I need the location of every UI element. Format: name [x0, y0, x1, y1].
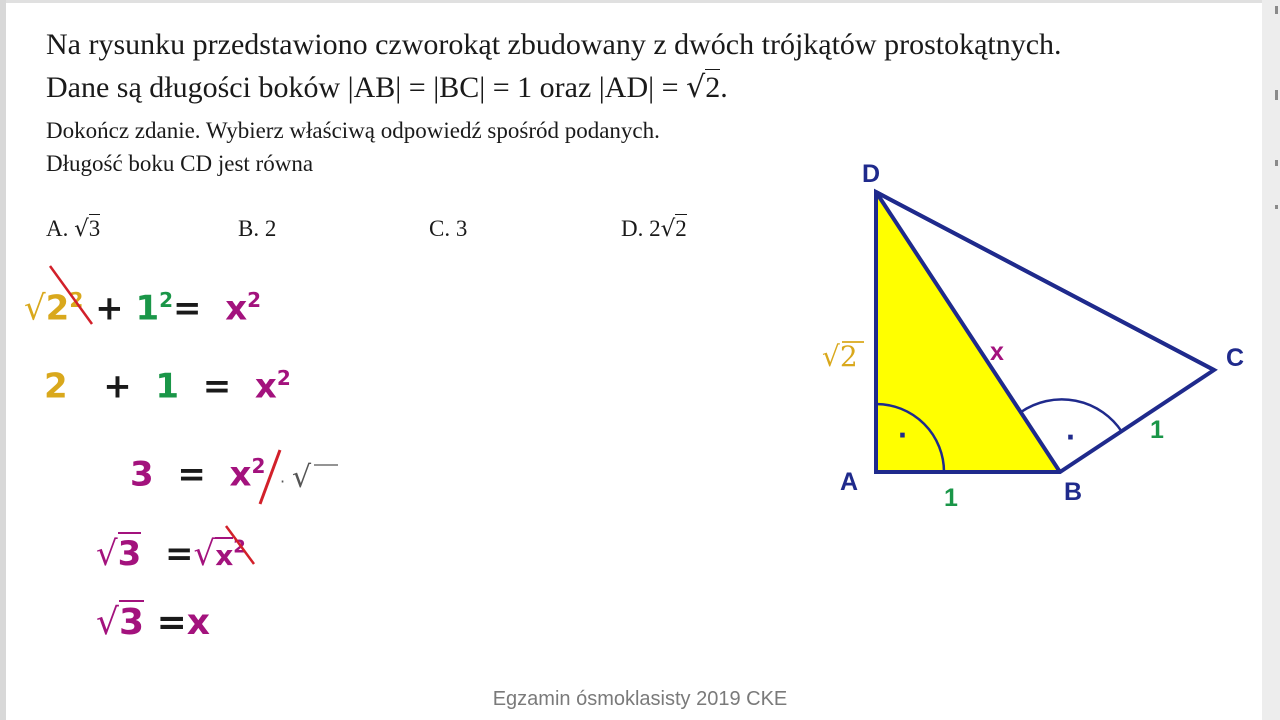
- term-one: 1: [155, 366, 180, 407]
- answer-value: 3: [455, 216, 468, 241]
- variable-x: x: [229, 454, 252, 495]
- vertex-label-b: B: [1064, 478, 1083, 506]
- equals-sign: =: [165, 534, 194, 574]
- exponent: 2: [247, 288, 262, 312]
- exponent: 2: [233, 536, 246, 558]
- exponent: 2: [251, 454, 266, 478]
- answer-letter: D.: [621, 216, 644, 241]
- period: .: [720, 71, 728, 104]
- right-angle-dot-b: ·: [1066, 419, 1077, 455]
- scrollbar-mark: [1275, 160, 1278, 166]
- sqrt-symbol: √: [96, 534, 118, 574]
- side-label-bd: x: [990, 338, 1004, 366]
- radicand: 3: [117, 534, 142, 574]
- exponent: 2: [69, 288, 84, 312]
- side-label-bc: 1: [1150, 416, 1164, 444]
- equals-sign: =: [177, 454, 206, 495]
- variable-x: x: [225, 288, 248, 329]
- question-stem: Długość boku CD jest równa: [46, 151, 314, 176]
- vertex-label-a: A: [840, 468, 859, 496]
- term-two: 2: [44, 366, 68, 407]
- side-label-ad: √2: [822, 340, 858, 373]
- question-line-2-text: Dane są długości boków |AB| = |BC| = 1 oraz |AD| =: [46, 71, 687, 104]
- side-label-ab: 1: [944, 484, 958, 512]
- vertex-label-d: D: [862, 160, 881, 188]
- sqrt-symbol: √: [74, 216, 89, 242]
- answer-letter: C.: [429, 216, 451, 241]
- right-angle-dot-a: ·: [898, 417, 909, 453]
- equals-sign: =: [156, 602, 187, 643]
- instruction-text: Dokończ zdanie. Wybierz właściwą odpowiedź spośród podanych.: [46, 118, 660, 143]
- radicand: 2: [705, 71, 721, 104]
- scrollbar-track[interactable]: [1262, 0, 1280, 720]
- radicand: 3: [88, 216, 101, 241]
- radicand: 2: [675, 216, 687, 241]
- answer-coefficient: 2: [649, 216, 661, 241]
- variable-x: x: [186, 602, 210, 643]
- exponent: 2: [276, 366, 291, 390]
- sqrt-operation-symbol: √: [292, 460, 312, 495]
- variable-x: x: [254, 366, 277, 407]
- answer-value: 2: [264, 216, 277, 241]
- sqrt-symbol: √: [660, 216, 676, 242]
- equals-sign: =: [173, 288, 202, 329]
- sqrt-symbol: √: [96, 602, 119, 643]
- radicand: 2: [45, 288, 70, 329]
- term-one: 1: [135, 288, 160, 329]
- exam-source-footer: Egzamin ósmoklasisty 2019 CKE: [492, 688, 788, 710]
- dot-operator: ·: [280, 472, 286, 491]
- term-three: 3: [130, 454, 154, 495]
- answer-letter: B.: [238, 216, 260, 241]
- vertex-label-c: C: [1226, 344, 1245, 372]
- scrollbar-mark: [1275, 205, 1278, 209]
- equals-sign: =: [202, 366, 232, 407]
- plus-sign: +: [95, 288, 124, 329]
- scrollbar-mark: [1275, 6, 1278, 14]
- sqrt-symbol: √: [24, 288, 46, 329]
- sqrt-symbol: √: [193, 534, 216, 574]
- sqrt-symbol: √: [686, 70, 706, 105]
- scrollbar-mark: [1275, 90, 1278, 100]
- question-line-1: Na rysunku przedstawiono czworokąt zbudowany z dwóch trójkątów prostokątnych.: [46, 28, 1062, 61]
- variable-x: x: [215, 539, 234, 572]
- radicand: 3: [118, 602, 145, 643]
- exponent: 2: [159, 288, 174, 312]
- answer-letter: A.: [46, 216, 69, 241]
- plus-sign: +: [103, 366, 132, 407]
